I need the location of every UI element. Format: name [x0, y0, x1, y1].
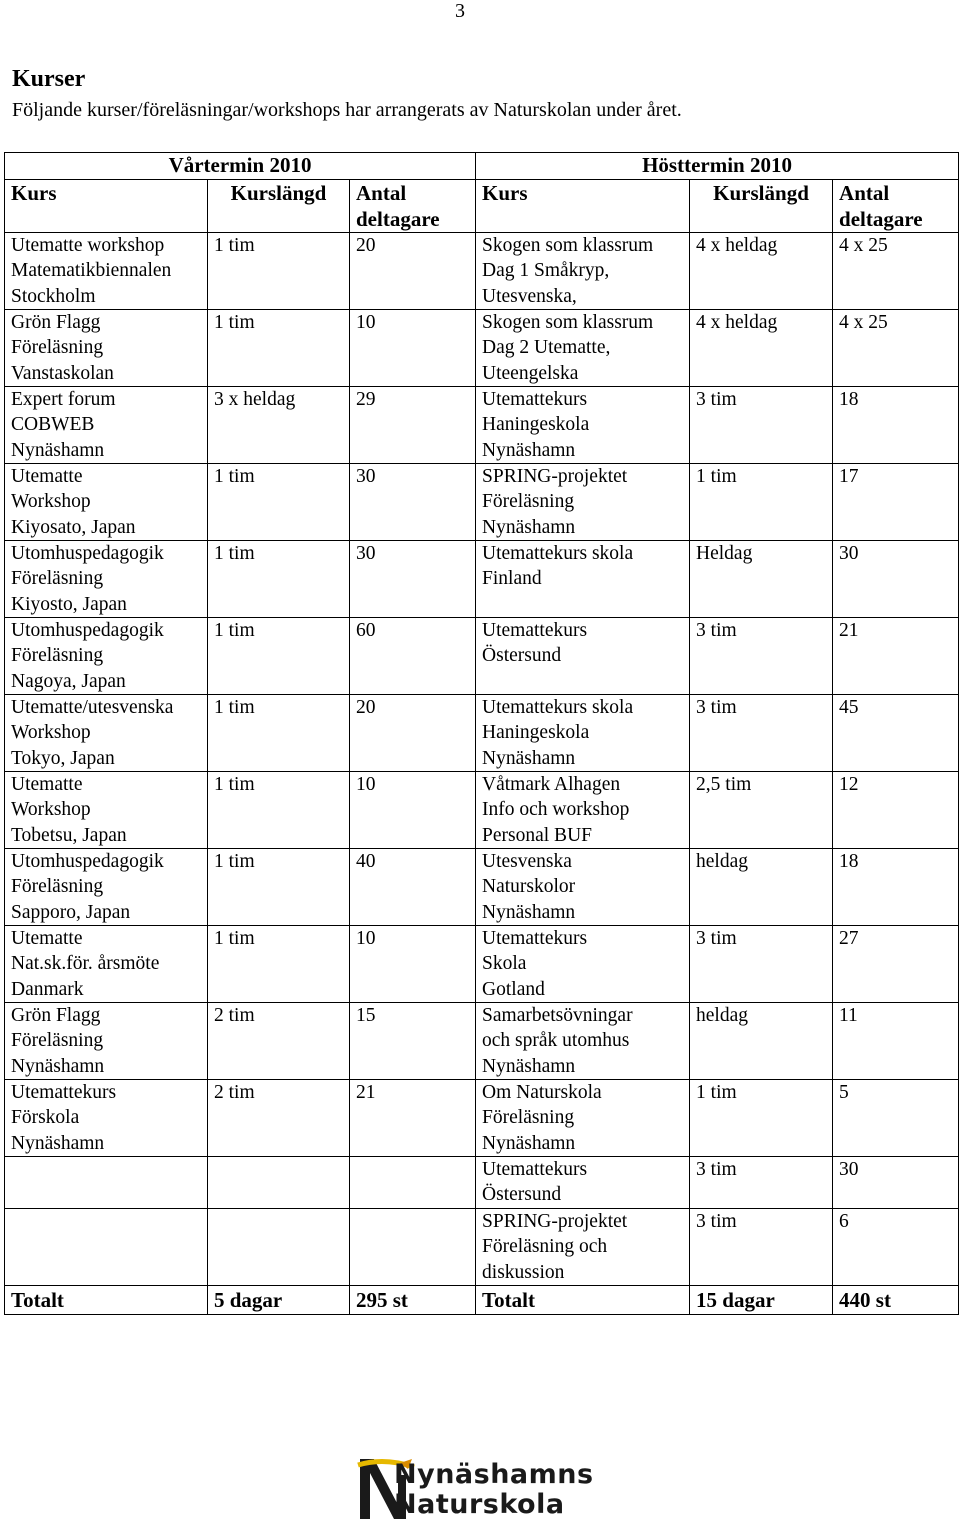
autumn-course-cell: Skogen som klassrum Dag 1 Småkryp, Utesvenska, — [476, 233, 690, 310]
autumn-length-cell: 3 tim — [690, 1209, 833, 1286]
autumn-course-cell: Utesvenska Naturskolor Nynäshamn — [476, 849, 690, 926]
autumn-length-cell: 4 x heldag — [690, 310, 833, 387]
table-row — [5, 849, 959, 926]
autumn-course-cell: Utemattekurs skola Finland — [476, 541, 690, 618]
spring-length-cell: 2 tim — [208, 1003, 350, 1080]
header-autumn-participants: Antal deltagare — [833, 180, 959, 233]
spring-participants-cell: 20 — [350, 233, 476, 310]
spring-total-label: Totalt — [5, 1286, 208, 1315]
autumn-length-cell: 3 tim — [690, 926, 833, 1003]
logo-line-2: Naturskola — [394, 1489, 565, 1520]
table-row — [5, 695, 959, 772]
spring-course-cell: Utomhuspedagogik Föreläsning Sapporo, Japan — [5, 849, 208, 926]
term-row — [5, 153, 959, 180]
spring-participants-cell: 40 — [350, 849, 476, 926]
autumn-participants-cell: 4 x 25 — [833, 233, 959, 310]
spring-participants-cell: 15 — [350, 1003, 476, 1080]
autumn-length-cell: 3 tim — [690, 618, 833, 695]
spring-course-cell: Utematte workshop Matematikbiennalen Stockholm — [5, 233, 208, 310]
autumn-participants-cell: 12 — [833, 772, 959, 849]
spring-participants-cell: 30 — [350, 464, 476, 541]
autumn-course-cell: Utemattekurs skola Haningeskola Nynäshamn — [476, 695, 690, 772]
spring-course-cell: Utematte Nat.sk.för. årsmöte Danmark — [5, 926, 208, 1003]
table-row — [5, 1157, 959, 1209]
header-spring-course: Kurs — [5, 180, 208, 233]
page-number: 3 — [455, 0, 465, 22]
header-spring-participants: Antal deltagare — [350, 180, 476, 233]
autumn-length-cell: Heldag — [690, 541, 833, 618]
autumn-total-length: 15 dagar — [690, 1286, 833, 1315]
spring-course-cell: Utomhuspedagogik Föreläsning Kiyosto, Japan — [5, 541, 208, 618]
course-rows — [5, 233, 959, 1286]
autumn-term-header: Hösttermin 2010 — [476, 153, 959, 180]
spring-participants-cell — [350, 1209, 476, 1286]
autumn-participants-cell: 30 — [833, 1157, 959, 1209]
autumn-length-cell: 3 tim — [690, 695, 833, 772]
logo-line-1: Nynäshamns — [394, 1459, 594, 1490]
autumn-participants-cell: 11 — [833, 1003, 959, 1080]
autumn-length-cell: 3 tim — [690, 1157, 833, 1209]
spring-participants-cell: 30 — [350, 541, 476, 618]
autumn-course-cell: Utemattekurs Haningeskola Nynäshamn — [476, 387, 690, 464]
autumn-course-cell: Samarbetsövningar och språk utomhus Nynäshamn — [476, 1003, 690, 1080]
spring-course-cell: Utomhuspedagogik Föreläsning Nagoya, Japan — [5, 618, 208, 695]
autumn-length-cell: 4 x heldag — [690, 233, 833, 310]
autumn-course-cell: SPRING-projektet Föreläsning och diskussion — [476, 1209, 690, 1286]
spring-participants-cell: 60 — [350, 618, 476, 695]
autumn-participants-cell: 18 — [833, 387, 959, 464]
autumn-total-label: Totalt — [476, 1286, 690, 1315]
table-row — [5, 1080, 959, 1157]
spring-participants-cell: 21 — [350, 1080, 476, 1157]
table-row — [5, 464, 959, 541]
table-row — [5, 233, 959, 310]
spring-length-cell: 1 tim — [208, 310, 350, 387]
autumn-length-cell: 1 tim — [690, 464, 833, 541]
autumn-length-cell: 1 tim — [690, 1080, 833, 1157]
totals-row — [5, 1286, 959, 1315]
autumn-length-cell: heldag — [690, 1003, 833, 1080]
spring-length-cell: 1 tim — [208, 926, 350, 1003]
autumn-course-cell: Våtmark Alhagen Info och workshop Personal BUF — [476, 772, 690, 849]
spring-course-cell: Utematte/utesvenska Workshop Tokyo, Japan — [5, 695, 208, 772]
autumn-length-cell: heldag — [690, 849, 833, 926]
spring-participants-cell: 10 — [350, 926, 476, 1003]
autumn-participants-cell: 45 — [833, 695, 959, 772]
autumn-course-cell: Utemattekurs Skola Gotland — [476, 926, 690, 1003]
autumn-course-cell: Skogen som klassrum Dag 2 Utematte, Uteengelska — [476, 310, 690, 387]
spring-course-cell: Utematte Workshop Kiyosato, Japan — [5, 464, 208, 541]
table-row — [5, 926, 959, 1003]
autumn-course-cell: Om Naturskola Föreläsning Nynäshamn — [476, 1080, 690, 1157]
autumn-length-cell: 2,5 tim — [690, 772, 833, 849]
autumn-participants-cell: 21 — [833, 618, 959, 695]
spring-length-cell — [208, 1209, 350, 1286]
spring-participants-cell: 29 — [350, 387, 476, 464]
column-header-row — [5, 180, 959, 233]
spring-participants-cell: 10 — [350, 310, 476, 387]
spring-course-cell: Utemattekurs Förskola Nynäshamn — [5, 1080, 208, 1157]
table-row — [5, 772, 959, 849]
table-row — [5, 541, 959, 618]
spring-participants-cell — [350, 1157, 476, 1209]
spring-course-cell: Utematte Workshop Tobetsu, Japan — [5, 772, 208, 849]
spring-length-cell: 1 tim — [208, 618, 350, 695]
header-autumn-length: Kurslängd — [690, 180, 833, 233]
spring-course-cell: Grön Flagg Föreläsning Nynäshamn — [5, 1003, 208, 1080]
table-row — [5, 387, 959, 464]
autumn-course-cell: SPRING-projektet Föreläsning Nynäshamn — [476, 464, 690, 541]
spring-length-cell: 1 tim — [208, 772, 350, 849]
spring-course-cell — [5, 1209, 208, 1286]
spring-term-header: Vårtermin 2010 — [5, 153, 476, 180]
table-row — [5, 1209, 959, 1286]
table-row — [5, 618, 959, 695]
autumn-length-cell: 3 tim — [690, 387, 833, 464]
spring-total-participants: 295 st — [350, 1286, 476, 1315]
naturskola-logo — [354, 1455, 594, 1523]
autumn-participants-cell: 5 — [833, 1080, 959, 1157]
table-row — [5, 310, 959, 387]
spring-total-length: 5 dagar — [208, 1286, 350, 1315]
autumn-course-cell: Utemattekurs Östersund — [476, 618, 690, 695]
spring-length-cell: 1 tim — [208, 233, 350, 310]
autumn-participants-cell: 4 x 25 — [833, 310, 959, 387]
spring-length-cell: 1 tim — [208, 849, 350, 926]
spring-length-cell: 1 tim — [208, 695, 350, 772]
autumn-participants-cell: 30 — [833, 541, 959, 618]
autumn-participants-cell: 6 — [833, 1209, 959, 1286]
spring-length-cell: 1 tim — [208, 541, 350, 618]
header-autumn-course: Kurs — [476, 180, 690, 233]
autumn-participants-cell: 18 — [833, 849, 959, 926]
autumn-total-participants: 440 st — [833, 1286, 959, 1315]
spring-length-cell: 3 x heldag — [208, 387, 350, 464]
autumn-participants-cell: 17 — [833, 464, 959, 541]
header-spring-length: Kurslängd — [208, 180, 350, 233]
spring-length-cell — [208, 1157, 350, 1209]
spring-participants-cell: 20 — [350, 695, 476, 772]
spring-participants-cell: 10 — [350, 772, 476, 849]
spring-course-cell: Grön Flagg Föreläsning Vanstaskolan — [5, 310, 208, 387]
autumn-participants-cell: 27 — [833, 926, 959, 1003]
spring-length-cell: 2 tim — [208, 1080, 350, 1157]
table-row — [5, 1003, 959, 1080]
spring-course-cell: Expert forum COBWEB Nynäshamn — [5, 387, 208, 464]
spring-course-cell — [5, 1157, 208, 1209]
courses-table — [4, 152, 959, 1315]
intro-text: Följande kurser/föreläsningar/workshops har arrangerats av Naturskolan under året. — [12, 99, 682, 121]
section-heading: Kurser — [12, 66, 86, 92]
autumn-course-cell: Utemattekurs Östersund — [476, 1157, 690, 1209]
spring-length-cell: 1 tim — [208, 464, 350, 541]
